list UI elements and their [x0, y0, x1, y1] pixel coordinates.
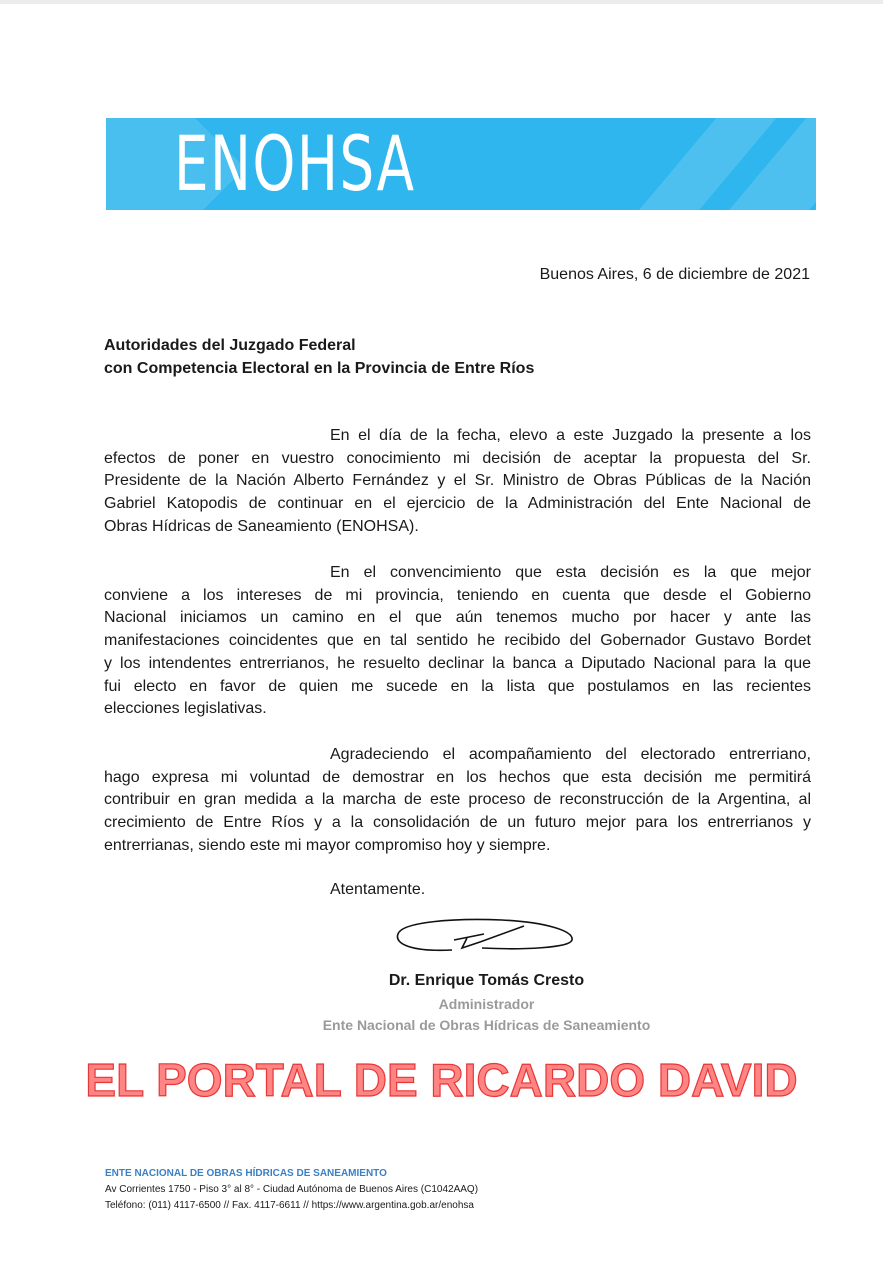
footer-address: Av Corrientes 1750 - Piso 3° al 8° - Ciudad Autónoma de Buenos Aires (C1042AAQ): [105, 1184, 479, 1195]
paragraph-line: crecimiento de Entre Ríos y a la consolidación de un futuro mejor para los entrerrianos y: [104, 814, 811, 832]
signatory-organization: Ente Nacional de Obras Hídricas de Saneamiento: [322, 1017, 651, 1033]
paragraph-line: fui electo en favor de quien me sucede en la lista que postulamos en las recientes: [104, 677, 811, 695]
paragraph-line: Agradeciendo el acompañamiento del electorado entrerriano,: [330, 746, 811, 763]
letter-date: Buenos Aires, 6 de diciembre de 2021: [539, 266, 810, 283]
watermark: EL PORTAL DE RICARDO DAVID: [85, 1054, 798, 1106]
paragraph-line: entrerrianas, siendo este mi mayor compromiso hoy y siempre.: [104, 836, 551, 854]
recipient-block: [104, 334, 534, 380]
paragraph-line: manifestaciones coincidentes que en tal sentido he recibido del Gobernador Gustavo Bordet: [104, 632, 811, 650]
paragraph-line: Presidente de la Nación Alberto Fernández y el Sr. Ministro de Obras Públicas de la Nación: [104, 472, 811, 490]
paragraph-line: hago expresa mi voluntad de demostrar en los hechos que esta decisión me permitirá: [104, 768, 811, 786]
paragraph-line: En el día de la fecha, elevo a este Juzgado la presente a los: [330, 427, 811, 444]
closing: Atentamente.: [330, 881, 426, 898]
paragraph-line: En el convencimiento que esta decisión es la que mejor: [330, 564, 811, 581]
top-border: [0, 0, 883, 4]
paragraph-line: Obras Hídricas de Saneamiento (ENOHSA).: [104, 517, 419, 535]
letter-footer: [105, 1166, 478, 1214]
body-paragraph-3: [104, 744, 811, 858]
body-paragraph-1: [104, 425, 811, 539]
paragraph-line: elecciones legislativas.: [104, 700, 267, 718]
signatory-name: Dr. Enrique Tomás Cresto: [388, 972, 585, 989]
footer-org: ENTE NACIONAL DE OBRAS HÍDRICAS DE SANEAMIENTO: [105, 1168, 387, 1179]
recipient-line: con Competencia Electoral en la Provincia de Entre Ríos: [104, 360, 535, 377]
recipient-line: Autoridades del Juzgado Federal: [104, 337, 356, 354]
paragraph-line: efectos de poner en vuestro conocimiento mi decisión de aceptar la propuesta del Sr.: [104, 449, 811, 467]
paragraph-line: y los intendentes entrerrianos, he resuelto declinar la banca a Diputado Nacional para la que: [104, 654, 811, 672]
handwritten-signature: [392, 912, 582, 962]
paragraph-line: Gabriel Katopodis de continuar en el ejercicio de la Administración del Ente Nacional de: [104, 495, 811, 513]
enohsa-logo: ENOHSA: [174, 119, 416, 208]
footer-contact: Teléfono: (011) 4117-6500 // Fax. 4117-6611 // https://www.argentina.gob.ar/enohsa: [105, 1200, 474, 1211]
body-paragraph-2: [104, 562, 811, 721]
paragraph-line: Nacional iniciamos un camino en el que aún tenemos mucho por hacer y ante las: [104, 609, 811, 627]
signatory-role: Administrador: [438, 996, 535, 1012]
header-banner: [106, 118, 816, 210]
paragraph-line: contribuir en gran medida a la marcha de este proceso de reconstrucción de la Argentina, al: [104, 791, 811, 809]
paragraph-line: conviene a los intereses de mi provincia, teniendo en cuenta que desde el Gobierno: [104, 586, 811, 604]
